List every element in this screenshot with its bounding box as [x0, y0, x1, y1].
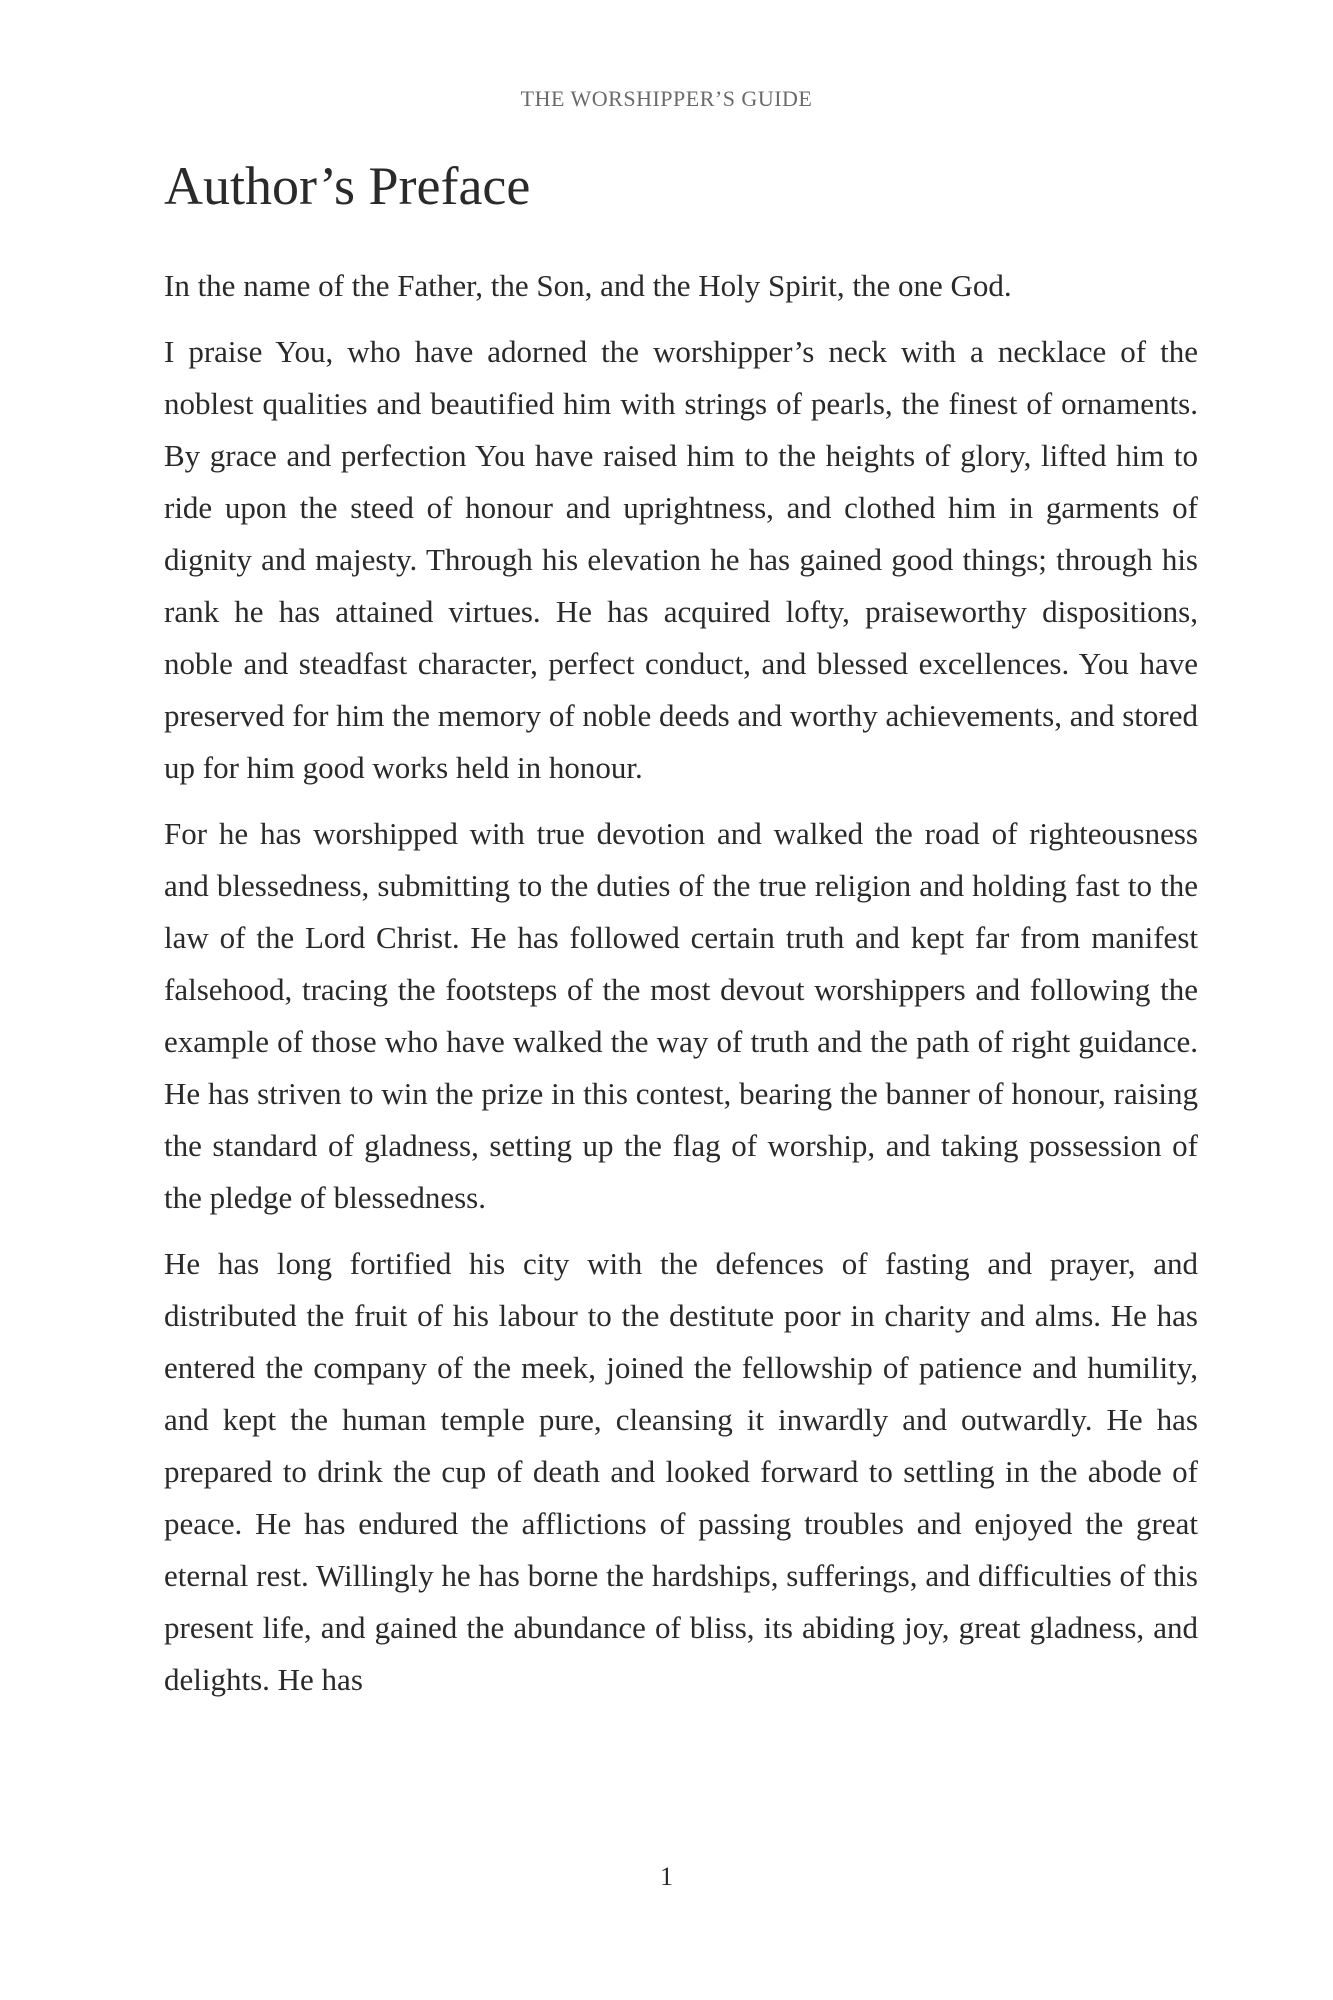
paragraph-invocation: In the name of the Father, the Son, and the Holy Spirit, the one God. [164, 268, 1012, 303]
page-number: 1 [660, 1862, 673, 1891]
paragraph-fasting: He has long fortified his city with the defences of fasting and prayer, and distributed the fruit of his labour to the destitute poor in charity and alms. He has entered the company of the meek, joined the fellowship of patience and humility, and kept the human temple pure, cleansing it inwardly and outwardly. He has prepared to drink the cup of death and looked forward to settling in the abode of peace. He has endured the afflictions of passing troubles and enjoyed the great eternal rest. Willingly he has borne the hardships, sufferings, and difficulties of this present life, and gained the abundance of bliss, its abiding joy, great gladness, and delights. He has [164, 1246, 1198, 1697]
running-header: THE WORSHIPPER’S GUIDE [520, 86, 813, 111]
body-text [164, 260, 1198, 1720]
chapter-title: Author’s Preface [164, 156, 531, 216]
paragraph-praise: I praise You, who have adorned the worshipper’s neck with a necklace of the noblest qualities and beautified him with strings of pearls, the finest of ornaments. By grace and perfection You have raised him to the heights of glory, lifted him to ride upon the steed of honour and uprightness, and clothed him in garments of dignity and majesty. Through his elevation he has gained good things; through his rank he has attained virtues. He has acquired lofty, praiseworthy dispositions, noble and steadfast character, perfect conduct, and blessed excellences. You have preserved for him the memory of noble deeds and worthy achievements, and stored up for him good works held in honour. [164, 334, 1198, 785]
paragraph-devotion: For he has worshipped with true devotion and walked the road of righteousness and blessedness, submitting to the duties of the true religion and holding fast to the law of the Lord Christ. He has followed certain truth and kept far from manifest falsehood, tracing the footsteps of the most devout worshippers and following the example of those who have walked the way of truth and the path of right guidance. He has striven to win the prize in this contest, bearing the banner of honour, raising the standard of gladness, setting up the flag of worship, and taking possession of the pledge of blessedness. [164, 816, 1198, 1215]
